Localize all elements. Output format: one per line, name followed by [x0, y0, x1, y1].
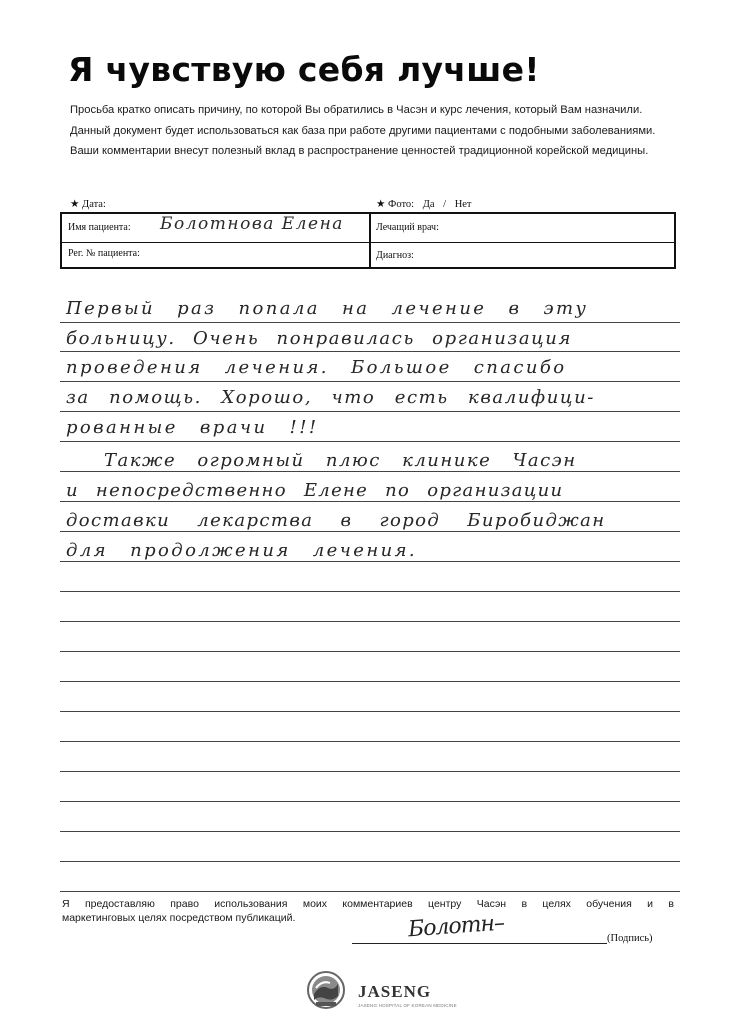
ruled-line [60, 801, 680, 802]
ruled-line [60, 501, 680, 502]
patient-name-label: Имя пациента: [68, 222, 131, 233]
photo-label: ★ Фото: [376, 199, 415, 210]
ruled-line [60, 831, 680, 832]
consent-line: маркетинговых целях посредством публикаций. [62, 912, 296, 924]
ruled-line [60, 771, 680, 772]
jaseng-emblem-icon [306, 970, 346, 1010]
patient-name-value[interactable]: Болотнова Елена [160, 214, 344, 234]
intro-line: Ваши комментарии внесут полезный вклад в распространение ценностей традиционной корейской медицины. [70, 145, 649, 157]
ruled-line [60, 741, 680, 742]
ruled-line [60, 621, 680, 622]
page-title: Я чувствую себя лучше! [68, 50, 540, 89]
signature-line[interactable] [352, 943, 607, 944]
logo-subtitle: JASENG HOSPITAL OF KOREAN MEDICINE [358, 1003, 457, 1008]
jaseng-logo [306, 970, 457, 1020]
logo-name: JASENG [358, 982, 432, 1001]
ruled-line [60, 531, 680, 532]
signature-label: (Подпись) [607, 933, 653, 944]
ruled-line [60, 711, 680, 712]
comment-line: больницу. Очень понравилась организация [66, 328, 573, 349]
comment-line: Первый раз попала на лечение в эту [66, 298, 589, 319]
comment-line: Также огромный плюс клинике Часэн [104, 450, 577, 471]
comment-line: для продолжения лечения. [66, 540, 418, 561]
photo-no-option[interactable]: Нет [454, 199, 472, 210]
ruled-line [60, 381, 680, 382]
consent-text [62, 897, 674, 925]
handwritten-signature: Болотн– [407, 910, 505, 943]
comment-line: доставки лекарства в город Биробиджан [66, 510, 606, 531]
intro-line: Данный документ будет использоваться как база при работе другими пациентами с подобными заболеваниями. [70, 124, 656, 137]
photo-separator: / [443, 199, 447, 210]
intro-line: Просьба кратко описать причину, по которой Вы обратились в Часэн и курс лечения, который Вам назначили. [70, 104, 643, 116]
ruled-line [60, 891, 680, 892]
photo-consent [376, 198, 478, 210]
photo-yes-option[interactable]: Да [422, 199, 435, 210]
doctor-label: Лечащий врач: [376, 222, 439, 233]
patient-info-table [60, 212, 676, 269]
ruled-line [60, 322, 680, 323]
table-divider-vertical [369, 214, 371, 267]
ruled-line [60, 441, 680, 442]
consent-line: Я предоставляю право использования моих комментариев центру Часэн в целях обучения и в [62, 898, 674, 910]
comment-line: и непосредственно Елене по организации [66, 480, 564, 501]
date-field[interactable] [70, 198, 106, 210]
ruled-line [60, 411, 680, 412]
diagnosis-label: Диагноз: [376, 250, 414, 261]
intro-text [70, 100, 690, 162]
date-label: ★ Дата: [70, 199, 106, 210]
reg-no-label: Рег. № пациента: [68, 248, 140, 259]
ruled-line [60, 651, 680, 652]
ruled-line [60, 591, 680, 592]
ruled-line [60, 471, 680, 472]
ruled-line [60, 861, 680, 862]
ruled-line [60, 681, 680, 682]
table-divider-horizontal [62, 242, 674, 243]
comment-line: за помощь. Хорошо, что есть квалифици- [66, 387, 595, 408]
comment-line: проведения лечения. Большое спасибо [66, 357, 567, 378]
ruled-line [60, 351, 680, 352]
ruled-line [60, 561, 680, 562]
comment-line: рованные врачи !!! [66, 417, 319, 438]
